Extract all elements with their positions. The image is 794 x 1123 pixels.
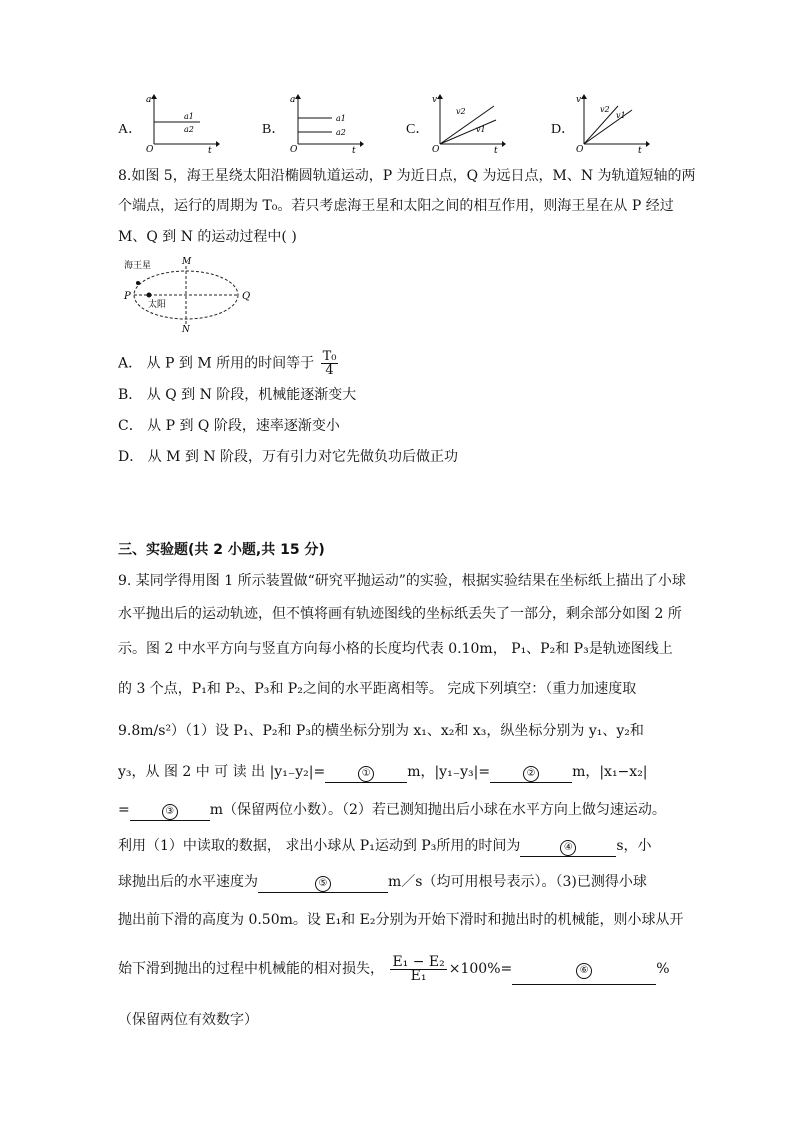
blank-1[interactable]: ① xyxy=(325,763,407,783)
q9-line-2: 水平抛出后的运动轨迹，但不慎将画有轨迹图线的坐标纸丢失了一部分，剩余部分如图 2 所 xyxy=(118,606,682,622)
q8-stem-line-2: 个端点，运行的周期为 T₀。若只考虑海王星和太阳之间的相互作用，则海王星在从 P 经过 xyxy=(118,198,674,214)
q8-stem-line-1: 8.如图 5，海王星绕太阳沿椭圆轨道运动，P 为近日点，Q 为远日点，M、N 为轨道短轴的两 xyxy=(118,168,696,184)
svg-text:a: a xyxy=(290,95,296,105)
svg-text:O: O xyxy=(576,145,584,154)
option-d-graph xyxy=(572,92,652,154)
svg-text:t: t xyxy=(494,146,498,154)
q9-line-3: 示。图 2 中水平方向与竖直方向每小格的长度均代表 0.10m， P₁、P₂和 P₃是轨迹图线上 xyxy=(118,641,673,657)
q9-line-1: 9. 某同学得用图 1 所示装置做“研究平抛运动”的实验，根据实验结果在坐标纸上描出了小球 xyxy=(118,573,686,589)
blank-2[interactable]: ② xyxy=(490,763,572,783)
q9-line-5: 9.8m/s²）（1）设 P₁、P₂和 P₃的横坐标分别为 x₁、x₂和 x₃，纵坐标分别为 y₁、y₂和 xyxy=(118,723,644,739)
blank-5[interactable]: ⑤ xyxy=(258,873,388,893)
option-d-label: D． xyxy=(551,122,576,137)
neptune-dot xyxy=(136,281,140,285)
option-b-label: B． xyxy=(262,122,286,137)
blank-3[interactable]: ③ xyxy=(130,801,210,821)
sun-dot xyxy=(147,293,152,298)
sun-label: 太阳 xyxy=(148,300,167,310)
option-a-label: A． xyxy=(118,122,143,137)
q8-option-b: B． 从 Q 到 N 阶段，机械能逐渐变大 xyxy=(118,387,357,403)
svg-text:v1: v1 xyxy=(616,111,626,120)
svg-text:O: O xyxy=(432,145,440,154)
svg-text:t: t xyxy=(352,146,356,154)
option-c-graph xyxy=(428,92,508,154)
planet-label: 海王星 xyxy=(124,261,152,271)
svg-text:a1: a1 xyxy=(184,112,194,121)
svg-text:v: v xyxy=(576,95,582,105)
blank-4[interactable]: ④ xyxy=(520,837,616,857)
q8-stem-line-3: M、Q 到 N 的运动过程中( ) xyxy=(118,229,297,245)
q9-line-4: 的 3 个点，P₁和 P₂、P₃和 P₂之间的水平距离相等。 完成下列填空：（重力加速度取 xyxy=(118,681,637,697)
svg-text:M: M xyxy=(182,257,192,267)
section-3-heading: 三、实验题(共 2 小题,共 15 分) xyxy=(118,542,325,558)
q9-line-7: = ③ m（保留两位小数）。（2）若已测知抛出后小球在水平方向上做匀速运动。 xyxy=(118,801,666,821)
svg-text:O: O xyxy=(290,145,298,154)
svg-text:a1: a1 xyxy=(336,114,346,123)
q9-line-6: y₃，从 图 2 中 可 读 出 |y₁₋y₂|= ① m，|y₁₋y₃|= ② m，|x₁−x₂| xyxy=(118,763,648,783)
blank-6[interactable]: ⑥ xyxy=(512,954,656,985)
q9-line-12: （保留两位有效数字） xyxy=(118,1012,258,1028)
svg-text:v2: v2 xyxy=(456,107,466,116)
svg-text:P: P xyxy=(124,291,131,302)
q9-line-8: 利用（1）中读取的数据， 求出小球从 P₁运动到 P₃所用的时间为 ④ s，小 xyxy=(118,837,652,857)
svg-text:a2: a2 xyxy=(184,125,194,134)
svg-text:t: t xyxy=(208,146,212,154)
q9-line-10: 抛出前下滑的高度为 0.50m。设 E₁和 E₂分别为开始下滑时和抛出时的机械能，则小球从开 xyxy=(118,912,684,928)
svg-text:N: N xyxy=(182,325,190,332)
svg-text:t: t xyxy=(638,146,642,154)
svg-text:v1: v1 xyxy=(476,125,486,134)
svg-text:O: O xyxy=(146,145,154,154)
q8-option-c: C． 从 P 到 Q 阶段，速率逐渐变小 xyxy=(118,418,340,434)
option-a-graph xyxy=(142,92,222,154)
option-b-graph xyxy=(286,92,366,154)
svg-text:v: v xyxy=(432,95,438,105)
svg-text:Q: Q xyxy=(242,291,251,302)
svg-text:v2: v2 xyxy=(600,105,610,114)
axis-a-label: a xyxy=(146,95,152,105)
q8-option-d: D． 从 M 到 N 阶段，万有引力对它先做负功后做正功 xyxy=(118,449,459,465)
neptune-orbit-figure xyxy=(118,252,258,332)
q8-option-a: A． 从 P 到 M 所用的时间等于 $\frac{\text{T₀}}{4}$ xyxy=(118,349,337,378)
svg-text:a2: a2 xyxy=(336,128,346,137)
option-c-label: C． xyxy=(406,122,430,137)
q9-line-11: 始下滑到抛出的过程中机械能的相对损失， $\frac{\text{E₁ − E₂}}{\text{E₁}}$ ×100%= ⑥ % xyxy=(118,953,670,984)
q9-line-9: 球抛出后的水平速度为 ⑤ m／s（均可用根号表示）。（3)已测得小球 xyxy=(118,873,647,893)
